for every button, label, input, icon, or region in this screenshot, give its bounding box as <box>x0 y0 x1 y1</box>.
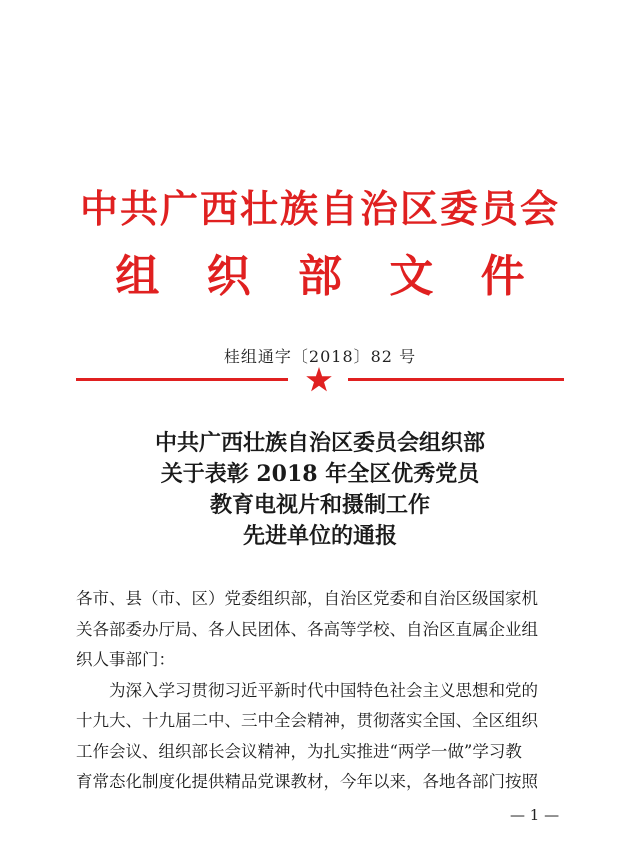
addressee-line: 关各部委办厅局、各人民团体、各高等学校、自治区直属企业组 <box>76 619 538 639</box>
star-icon <box>306 367 332 392</box>
paragraph-line: 工作会议、组织部长会议精神，为扎实推进“两学一做”学习教 <box>76 741 522 761</box>
paragraph-line: 十九大、十九届二中、三中全会精神，贯彻落实全国、全区组织 <box>76 711 538 730</box>
document-number: 桂组通字〔2018〕82 号 <box>223 347 417 366</box>
addressee-line: 织人事部门： <box>76 650 175 669</box>
title-line: 教育电视片和摄制工作 <box>209 492 430 518</box>
document-type-heading: 组 织 部 文 件 <box>115 251 541 302</box>
paragraph-line: 育常态化制度化提供精品党课教材，今年以来，各地各部门按照 <box>76 772 538 791</box>
red-separator-right <box>348 378 564 381</box>
red-separator-left <box>76 378 288 381</box>
title-line: 中共广西壮族自治区委员会组织部 <box>154 430 485 456</box>
title-line: 先进单位的通报 <box>242 523 397 549</box>
page-number: — 1 — <box>510 806 560 824</box>
document-body <box>76 584 564 798</box>
paragraph-line: 为深入学习贯彻习近平新时代中国特色社会主义思想和党的 <box>109 680 538 700</box>
document-title <box>0 428 640 552</box>
title-line: 关于表彰 2018 年全区优秀党员 <box>160 461 480 487</box>
addressee-line: 各市、县（市、区）党委组织部，自治区党委和自治区级国家机 <box>76 589 538 608</box>
issuing-organization: 中共广西壮族自治区委员会 <box>79 186 560 231</box>
